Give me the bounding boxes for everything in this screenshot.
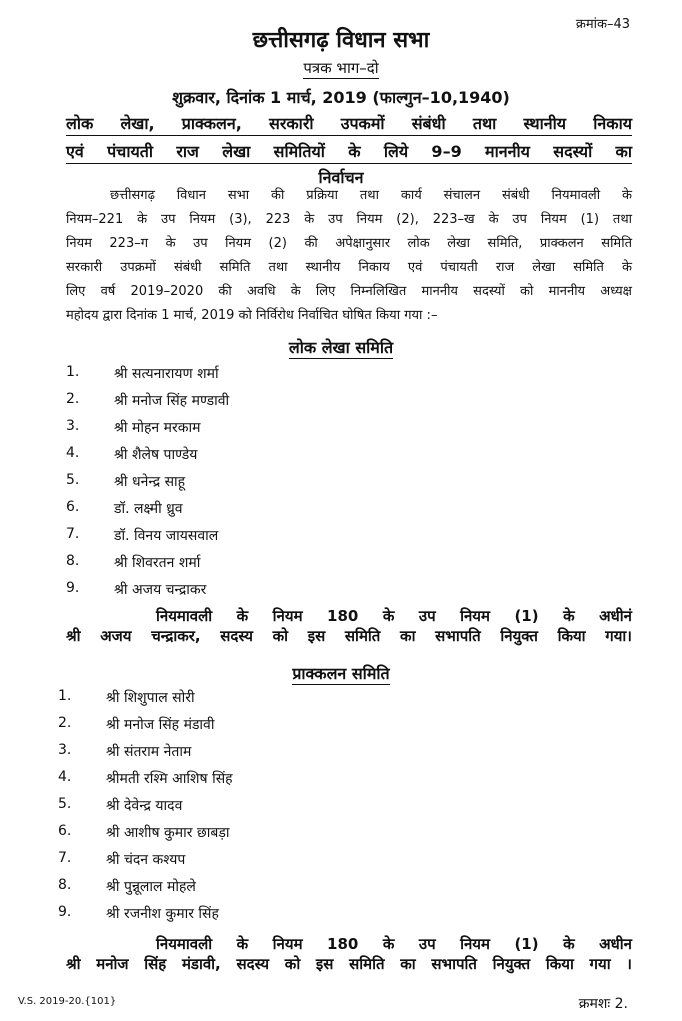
heading-line-3: निर्वाचन xyxy=(318,168,364,187)
member-name: श्री मनोज सिंह मण्डावी xyxy=(114,393,230,409)
member-number: 1. xyxy=(58,688,72,704)
footer-code: V.S. 2019-20.{101} xyxy=(18,996,117,1007)
member-number: 3. xyxy=(66,418,80,434)
member-name: श्री मोहन मरकाम xyxy=(114,420,201,436)
member-name: श्री देवेन्द्र यादव xyxy=(106,798,183,814)
member-number: 5. xyxy=(66,472,80,488)
heading-line-1: लोक लेखा, प्राक्कलन, सरकारी उपकमों संबंधी तथा स्थानीय निकाय xyxy=(66,112,632,136)
paragraph-line: महोदय द्वारा दिनांक 1 मार्च, 2019 को निर्विरोध निर्वाचित घोषित किया गया :– xyxy=(66,308,438,323)
member-name: श्री शिवरतन शर्मा xyxy=(114,555,201,571)
member-number: 2. xyxy=(66,391,80,407)
paragraph-line: छत्तीसगढ़ विधान सभा की प्रक्रिया तथा कार्य संचालन संबंधी नियमावली के xyxy=(110,188,632,203)
member-number: 7. xyxy=(66,526,80,542)
intro-paragraph xyxy=(66,184,632,328)
committee2-title xyxy=(0,662,682,684)
committee1-title-text: लोक लेखा समिति xyxy=(288,338,394,357)
member-name: श्री चंदन कश्यप xyxy=(106,852,186,868)
committee2-chair-note xyxy=(66,934,632,974)
member-number: 7. xyxy=(58,850,72,866)
member-number: 6. xyxy=(58,823,72,839)
assembly-title: छत्तीसगढ़ विधान सभा xyxy=(252,28,430,53)
member-number: 3. xyxy=(58,742,72,758)
heading-line-2: एवं पंचायती राज लेखा समितियों के लिये 9–9 माननीय सदस्यों का xyxy=(66,140,632,164)
member-name: श्री शिशुपाल सोरी xyxy=(106,690,195,706)
member-name: श्री मनोज सिंह मंडावी xyxy=(106,717,215,733)
member-number: 9. xyxy=(66,580,80,596)
part-label-text: पत्रक भाग–दो xyxy=(303,59,379,77)
paragraph-line: नियम 223–ग के उप नियम (2) की अपेक्षानुसार लोक लेखा समिति, प्राक्कलन समिति xyxy=(66,236,632,251)
member-name: श्री सत्यनारायण शर्मा xyxy=(114,366,219,382)
member-number: 4. xyxy=(58,769,72,785)
committee1-title xyxy=(0,336,682,358)
member-name: श्री धनेन्द्र साहू xyxy=(114,474,186,490)
member-number: 8. xyxy=(58,877,72,893)
footer-continued: क्रमशः 2. xyxy=(578,996,628,1012)
member-name: डॉ. लक्ष्मी ध्रुव xyxy=(114,501,183,517)
member-name: श्रीमती रश्मि आशिष सिंह xyxy=(106,771,233,787)
member-number: 4. xyxy=(66,445,80,461)
serial-number: क्रमांक–43 xyxy=(575,17,630,32)
member-number: 5. xyxy=(58,796,72,812)
member-number: 6. xyxy=(66,499,80,515)
paragraph-line: सरकारी उपक्रमों संबंधी समिति तथा स्थानीय निकाय एवं पंचायती राज लेखा समिति के xyxy=(66,260,632,275)
member-name: श्री अजय चन्द्राकर xyxy=(114,582,207,598)
member-number: 1. xyxy=(66,364,80,380)
member-name: श्री संतराम नेताम xyxy=(106,744,192,760)
note-line: श्री मनोज सिंह मंडावी, सदस्य को इस समिति का सभापति नियुक्त किया गया । xyxy=(66,955,632,973)
member-name: डॉ. विनय जायसवाल xyxy=(114,528,219,544)
date-line: शुक्रवार, दिनांक 1 मार्च, 2019 (फाल्गुन–10,1940) xyxy=(172,88,510,107)
note-line: नियमावली के नियम 180 के उप नियम (1) के अधीन xyxy=(156,935,632,953)
paragraph-line: नियम–221 के उप नियम (3), 223 के उप नियम (2), 223–ख के उप नियम (1) तथा xyxy=(66,212,632,227)
committee2-title-text: प्राक्कलन समिति xyxy=(292,664,390,683)
paragraph-line: लिए वर्ष 2019–2020 की अवधि के लिए निम्नलिखित माननीय सदस्यों को माननीय अध्यक्ष xyxy=(66,284,632,299)
note-line: श्री अजय चन्द्राकर, सदस्य को इस समिति का सभापति नियुक्त किया गया। xyxy=(66,627,632,645)
member-name: श्री शैलेष पाण्डेय xyxy=(114,447,198,463)
member-name: श्री रजनीश कुमार सिंह xyxy=(106,906,219,922)
member-name: श्री पुन्नूलाल मोहले xyxy=(106,879,196,895)
member-number: 2. xyxy=(58,715,72,731)
committee1-chair-note xyxy=(66,606,632,646)
member-name: श्री आशीष कुमार छाबड़ा xyxy=(106,825,230,841)
member-number: 8. xyxy=(66,553,80,569)
member-number: 9. xyxy=(58,904,72,920)
note-line: नियमावली के नियम 180 के उप नियम (1) के अधीनं xyxy=(156,607,632,625)
part-label xyxy=(0,58,682,78)
